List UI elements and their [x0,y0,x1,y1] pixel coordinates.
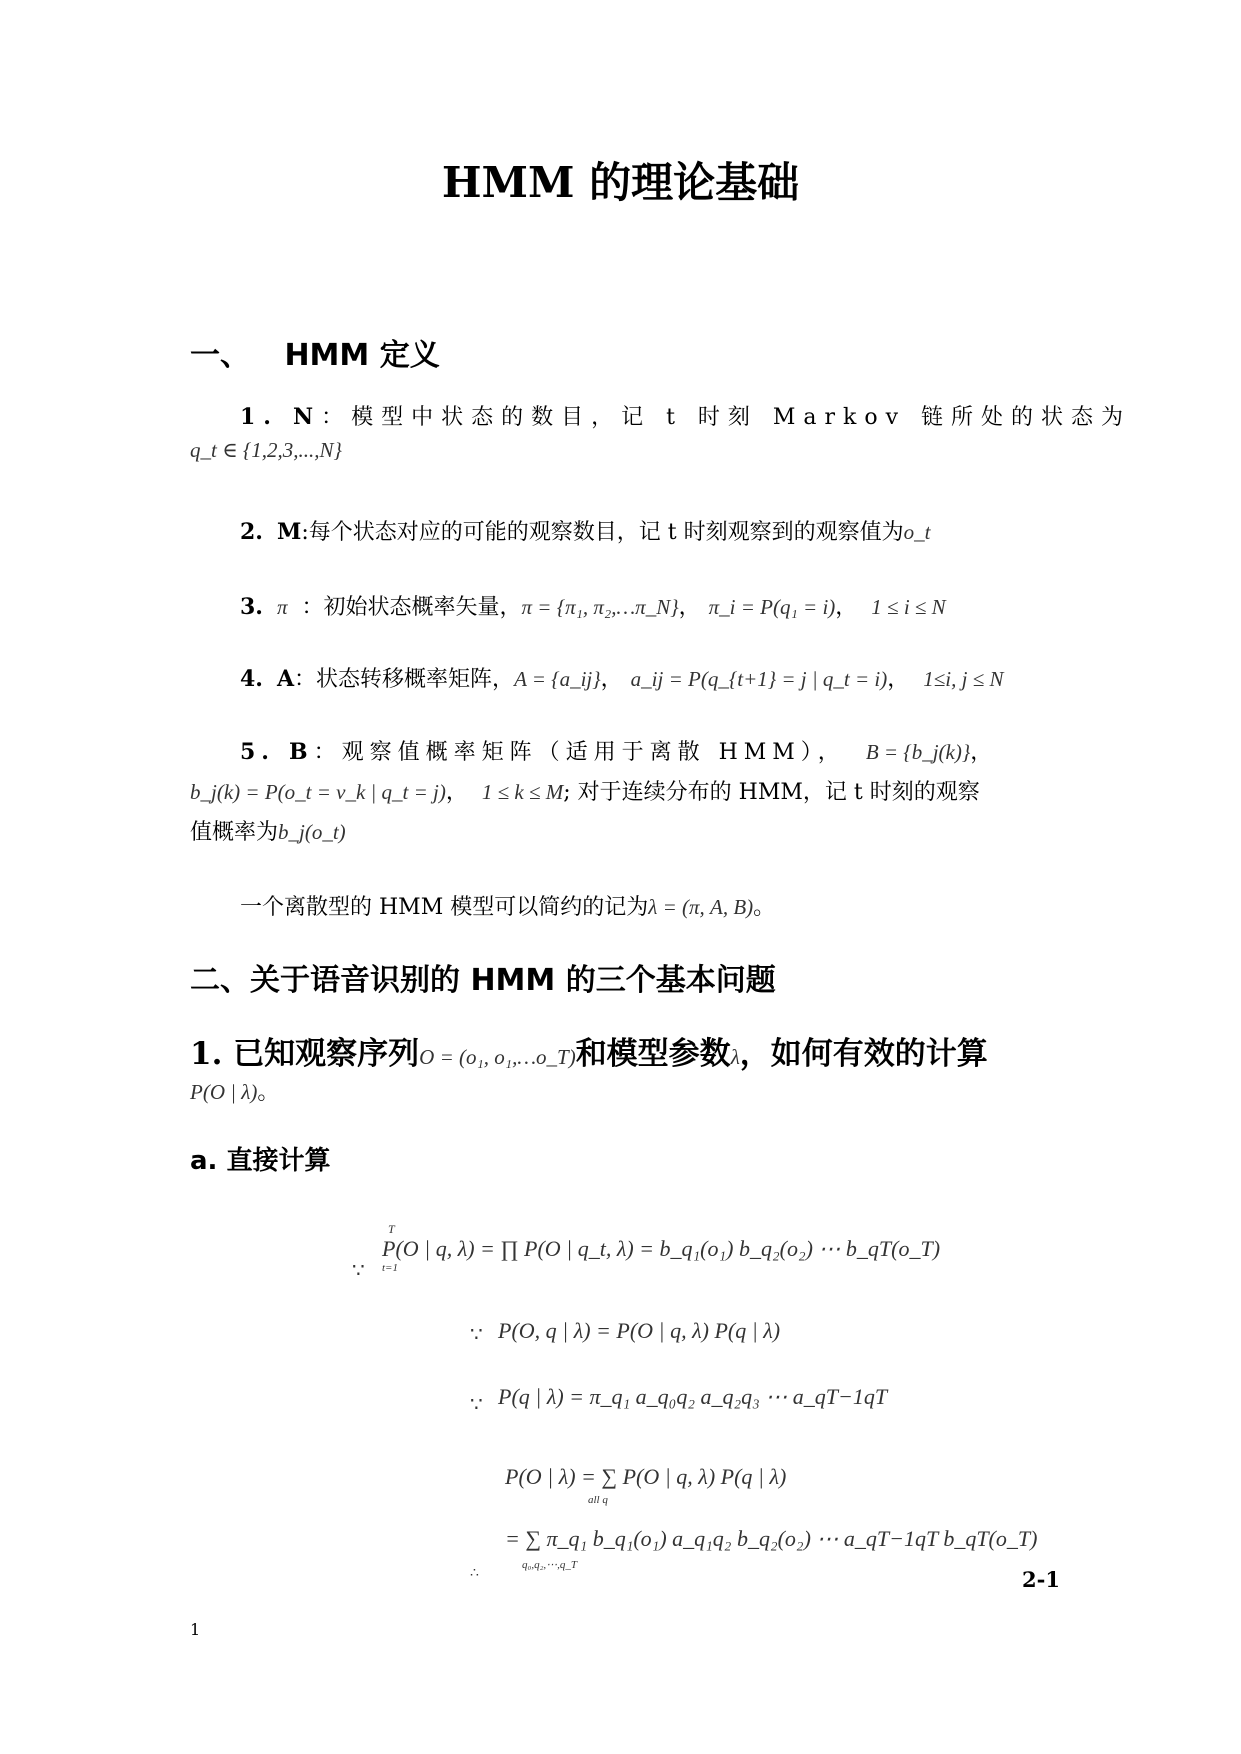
item-text: ：状态转移概率矩阵， [294,667,515,692]
summary-end: 。 [753,895,776,920]
item-math-3: 1 ≤ i ≤ N [871,595,946,619]
item-math-4: b_j(o_t) [278,820,346,844]
item-number: 3. [240,594,263,620]
page-title: HMM 的理论基础 [441,158,800,207]
item-text: ：模型中状态的数目，记 t 时刻 Markov 链所处的状态为 [321,405,1132,430]
section1-heading-num: 一、 [190,338,250,373]
item-sep-1: ， [970,740,999,765]
problem1-text-a: 1. 已知观察序列 [190,1036,420,1072]
section2-heading: 二、关于语音识别的 HMM 的三个基本问题 [190,963,776,998]
item-sep-3: ， [445,780,468,805]
item-lead: A [276,666,295,692]
item-math-3: 1≤i, j ≤ N [923,667,1004,691]
equation-5: = ∑ π_q₁ b_q₁(o₁) a_q₁q₂ b_q₂(o₂) ⋯ a_qT−1qT b_qT(o_T) [505,1526,1038,1551]
equation-2: P(O, q | λ) = P(O | q, λ) P(q | λ) [498,1318,781,1343]
eq4-sum-index: all q [588,1494,608,1506]
item-number: 1. [240,404,279,430]
item-text-3: 值概率为 [190,820,279,845]
page-number: 1 [190,1620,201,1639]
item-math-1: π = {π₁, π₂,…π_N} [521,595,679,619]
item-math-2: a_ij = P(q_{t+1} = j | q_t = i) [630,667,888,691]
eq1-product-upper: T [388,1222,395,1236]
eq5-sum-index: q₀,q₂,⋯,q_T [522,1559,578,1571]
problem1-heading [190,1028,988,1073]
section1-heading-text: HMM 定义 [284,338,440,373]
item-number: 2. [240,519,263,545]
item-math-3: 1 ≤ k ≤ M [481,780,564,804]
subsection-direct-computation: a. 直接计算 [190,1146,331,1176]
problem1-math-b: λ [730,1045,740,1069]
problem1-text-d: 。 [257,1080,280,1105]
hmm-summary [240,890,775,921]
item-text: ：初始状态概率矢量， [301,595,522,620]
because-symbol-3: ∵ [470,1392,483,1416]
item-text: :每个状态对应的可能的观察数目，记 t 时刻观察到的观察值为 [301,520,904,545]
item-number: 4. [240,666,263,692]
problem1-text-c: ，如何有效的计算 [739,1036,988,1072]
item-math-2: π_i = P(q₁ = i) [708,595,836,619]
item-sep-1: ， [678,595,701,620]
equation-4: P(O | λ) = ∑ P(O | q, λ) P(q | λ) [505,1464,787,1489]
def-item-4 [240,662,1004,693]
because-symbol-1: ∵ [352,1258,365,1282]
item-lead: B [288,739,314,765]
equation-3: P(q | λ) = π_q₁ a_q₀q₂ a_q₂q₃ ⋯ a_qT−1qT [498,1384,888,1409]
eq1-product-lower: t=1 [382,1262,398,1274]
item-number: 5. [240,739,275,765]
item-math-2: b_j(k) = P(o_t = v_k | q_t = j) [190,780,446,804]
def-item-1-math: q_t ∈ {1,2,3,...,N} [190,438,342,462]
because-symbol-2: ∵ [470,1322,483,1346]
problem1-math-c: P(O | λ) [190,1080,258,1104]
def-item-5-line3 [190,815,346,846]
def-item-5-line2 [190,775,980,806]
summary-math: λ = (π, A, B) [648,895,754,919]
item-text: ：观察值概率矩阵（适用于离散 HMM）， [313,740,846,765]
item-text-2: ; 对于连续分布的 HMM，记 t 时刻的观察 [563,780,980,805]
therefore-symbol: ∴ [470,1565,479,1581]
equation-1: P(O | q, λ) = ∏ P(O | q_t, λ) = b_q₁(o₁) b_q₂(o₂) ⋯ b_qT(o_T) [382,1236,941,1261]
item-sep-2: ， [835,595,858,620]
problem1-text-b: 和模型参数 [575,1036,731,1072]
def-item-2 [240,515,930,546]
def-item-5 [240,735,998,766]
item-lead: N [292,404,322,430]
item-sep-1: ， [600,667,623,692]
item-math-1: B = {b_j(k)} [865,740,971,764]
equation-number: 2-1 [1022,1567,1060,1592]
item-math: o_t [903,520,931,544]
item-sep-2: ， [887,667,910,692]
section1-heading [190,330,440,374]
item-math-1: A = {a_ij} [514,667,601,691]
def-item-1 [240,400,1131,431]
item-lead: M [276,519,302,545]
def-item-3 [240,590,946,621]
item-lead: π [276,595,288,619]
summary-text: 一个离散型的 HMM 模型可以简约的记为 [240,895,649,920]
problem1-math-a: O = (o₁, o₁,…o_T) [419,1045,576,1069]
problem1-line2 [190,1075,279,1106]
